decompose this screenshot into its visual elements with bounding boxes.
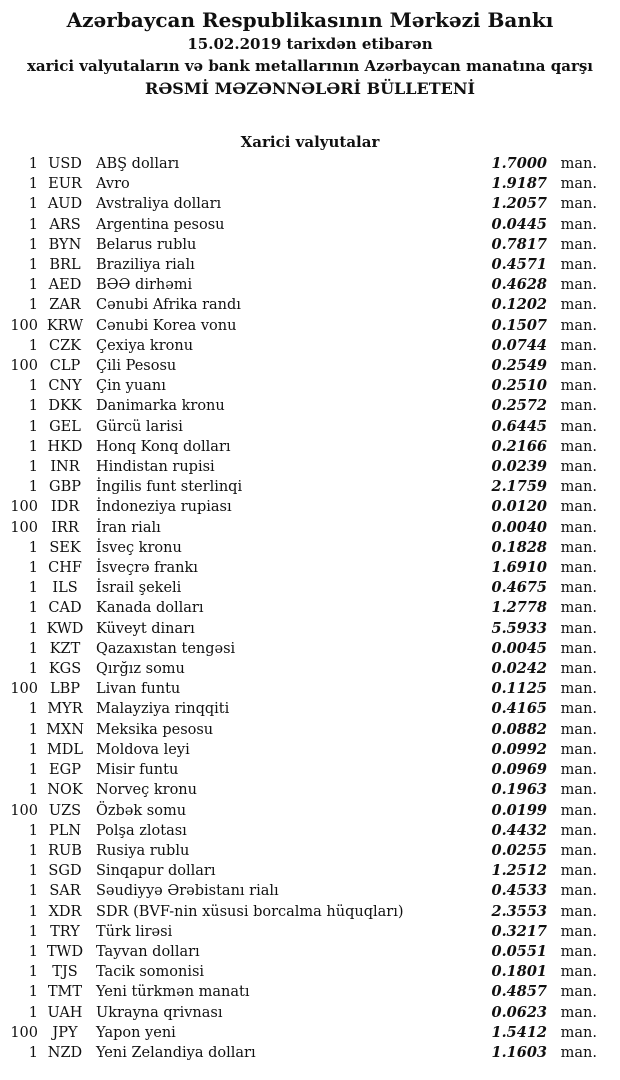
bulletin-page [0,7,620,1080]
unit-label: man. [560,358,597,375]
rate-row [8,235,597,255]
rate-value: 0.0255 [491,841,547,859]
currency-name: İsveçrə frankı [96,560,198,577]
quantity: 1 [28,903,38,920]
currency-code: JPY [52,1024,78,1041]
rate-value: 5.5933 [491,619,547,637]
quantity: 1 [28,782,38,799]
quantity: 1 [28,337,38,354]
unit-label: man. [560,903,597,920]
rate-value: 0.4675 [491,579,547,597]
currency-name: Türk lirəsi [96,923,173,940]
rate-row [8,578,597,598]
rate-value: 0.0045 [491,639,547,657]
currency-code: MDL [46,741,84,758]
unit-label: man. [560,822,597,839]
rate-row [8,902,597,922]
rate-row [8,194,597,214]
quantity: 1 [28,762,38,779]
unit-label: man. [560,156,597,172]
currency-code: INR [50,459,80,476]
quantity: 1 [28,378,38,395]
unit-label: man. [560,923,597,940]
currency-code: PLN [48,822,82,839]
currency-name: Livan funtu [96,681,181,698]
unit-label: man. [560,842,597,859]
currency-name: Cənubi Korea vonu [96,317,237,334]
rate-value: 1.1603 [491,1043,547,1061]
currency-name: Çili Pesosu [96,358,177,375]
currency-name: Avro [96,176,130,193]
currency-name: Misir funtu [96,762,179,779]
quantity: 1 [28,701,38,718]
quantity: 1 [28,923,38,940]
unit-label: man. [560,459,597,476]
currency-name: Küveyt dinarı [96,620,195,637]
currency-code: MXN [46,721,84,738]
rate-row [8,477,597,497]
rate-value: 0.1125 [491,680,547,698]
rate-row [8,1003,597,1023]
currency-name: Avstraliya dolları [96,196,222,213]
currency-code: IRR [51,519,79,536]
currency-name: Tacik somonisi [96,964,205,981]
currency-name: Çin yuanı [96,378,166,395]
currency-code: GBP [49,479,81,496]
currency-code: SEK [49,539,81,556]
unit-label: man. [560,883,597,900]
currency-code: MYR [47,701,83,718]
currency-name: Rusiya rublu [96,842,190,859]
rate-row [8,619,597,639]
currency-name: Çexiya kronu [96,337,194,354]
currency-name: Özbək somu [96,802,187,819]
quantity: 1 [28,640,38,657]
rate-row [8,356,597,376]
unit-label: man. [560,438,597,455]
quantity: 1 [28,984,38,1001]
rate-value: 0.1202 [491,296,547,314]
rate-row [8,255,597,275]
rate-row [8,841,597,861]
bulletin-title: RƏSMİ MƏZƏNNƏLƏRİ BÜLLETENİ [145,79,475,98]
unit-label: man. [560,398,597,415]
rate-row [8,639,597,659]
currency-code: UAH [47,1004,83,1021]
currency-name: Yeni Zelandiya dolları [96,1044,256,1061]
currency-code: TMT [47,984,83,1001]
currency-code: ILS [52,580,78,597]
currency-code: BYN [48,236,82,253]
quantity: 1 [28,661,38,678]
quantity: 100 [10,681,38,698]
quantity: 1 [28,600,38,617]
currency-code: CHF [48,560,82,577]
currency-name: Yapon yeni [96,1024,176,1041]
unit-label: man. [560,640,597,657]
quantity: 1 [28,196,38,213]
currency-code: BRL [49,257,81,274]
rate-row [8,174,597,194]
rate-value: 2.1759 [491,478,547,496]
currency-name: İsveç kronu [96,539,182,556]
rate-value: 0.2166 [491,437,547,455]
currency-name: Danimarka kronu [96,398,225,415]
bulletin-header [0,7,620,100]
rate-value: 1.2778 [491,599,547,617]
currency-code: XDR [48,903,82,920]
unit-label: man. [560,802,597,819]
rate-value: 0.4571 [491,256,547,274]
quantity: 1 [28,176,38,193]
rate-row [8,396,597,416]
rate-row [8,215,597,235]
quantity: 1 [28,842,38,859]
rate-row [8,275,597,295]
currency-name: SDR (BVF-nin xüsusi borcalma hüquqları) [96,903,404,920]
currency-code: AED [48,277,82,294]
unit-label: man. [560,600,597,617]
rate-row [8,679,597,699]
currency-name: İngilis funt sterlinqi [96,479,243,496]
quantity: 1 [28,863,38,880]
rate-value: 0.3217 [491,922,547,940]
currency-code: CZK [48,337,81,354]
quantity: 1 [28,580,38,597]
currency-name: İran rialı [96,519,161,536]
currency-name: Qırğız somu [96,661,185,678]
currency-name: Gürcü larisi [96,418,183,435]
unit-label: man. [560,1024,597,1041]
rate-row [8,376,597,396]
rate-row [8,780,597,800]
rate-value: 0.0239 [491,458,547,476]
rate-value: 0.0242 [491,660,547,678]
quantity: 1 [28,620,38,637]
rate-row [8,942,597,962]
rate-value: 0.0120 [491,498,547,516]
currency-name: İsrail şekeli [96,580,182,597]
quantity: 1 [28,398,38,415]
unit-label: man. [560,984,597,1001]
rate-row [8,821,597,841]
rate-row [8,518,597,538]
rate-value: 0.0744 [491,336,547,354]
currency-name: Malayziya rinqqiti [96,701,230,718]
unit-label: man. [560,277,597,294]
currency-code: LBP [49,681,81,698]
unit-label: man. [560,1004,597,1021]
currency-code: GEL [49,418,81,435]
rate-value: 1.2057 [491,195,547,213]
rate-value: 2.3553 [491,902,547,920]
quantity: 100 [10,519,38,536]
unit-label: man. [560,580,597,597]
rate-row [8,720,597,740]
unit-label: man. [560,499,597,516]
currency-code: TRY [50,923,80,940]
rate-value: 0.1963 [491,781,547,799]
quantity: 1 [28,883,38,900]
rate-row [8,336,597,356]
currency-code: CNY [48,378,82,395]
currency-name: İndoneziya rupiası [96,499,232,516]
currency-code: DKK [48,398,82,415]
rate-row [8,598,597,618]
rate-value: 1.7000 [491,155,547,172]
bank-name: Azərbaycan Respublikasının Mərkəzi Bankı [66,8,554,32]
currency-code: IDR [50,499,80,516]
rate-value: 1.6910 [491,559,547,577]
currency-code: KGS [48,661,82,678]
currency-name: ABŞ dolları [96,156,180,172]
currency-name: Cənubi Afrika randı [96,297,241,314]
currency-name: Argentina pesosu [96,216,225,233]
currency-code: UZS [48,802,82,819]
quantity: 1 [28,277,38,294]
rate-row [8,497,597,517]
currency-name: Tayvan dolları [96,943,200,960]
unit-label: man. [560,519,597,536]
currency-code: NOK [47,782,83,799]
unit-label: man. [560,863,597,880]
unit-label: man. [560,479,597,496]
currency-name: Sinqapur dolları [96,863,216,880]
rate-row [8,437,597,457]
rate-row [8,922,597,942]
rate-row [8,457,597,477]
quantity: 1 [28,257,38,274]
rate-value: 0.4628 [491,276,547,294]
rate-value: 0.0199 [491,801,547,819]
quantity: 1 [28,459,38,476]
currency-name: Ukrayna qrivnası [96,1004,223,1021]
rate-row [8,801,597,821]
currency-code: RUB [48,842,82,859]
currency-code: EGP [49,762,81,779]
quantity: 1 [28,479,38,496]
unit-label: man. [560,943,597,960]
currency-name: Honq Konq dolları [96,438,231,455]
unit-label: man. [560,297,597,314]
quantity: 1 [28,236,38,253]
currency-code: NZD [47,1044,83,1061]
currency-code: KZT [49,640,81,657]
currency-name: Hindistan rupisi [96,459,215,476]
exchange-rates-table [0,154,620,1063]
unit-label: man. [560,539,597,556]
section-title-foreign-currencies: Xarici valyutalar [240,133,380,151]
quantity: 1 [28,438,38,455]
rate-value: 0.6445 [491,417,547,435]
rate-row [8,699,597,719]
quantity: 1 [28,539,38,556]
rate-value: 0.2510 [491,377,547,395]
currency-name: Norveç kronu [96,782,197,799]
unit-label: man. [560,681,597,698]
rate-row [8,1043,597,1063]
unit-label: man. [560,1044,597,1061]
rate-row [8,316,597,336]
subtitle-line: xarici valyutaların və bank metallarının Azərbaycan manatına qarşı [26,57,594,75]
unit-label: man. [560,741,597,758]
currency-name: Belarus rublu [96,236,197,253]
unit-label: man. [560,762,597,779]
currency-code: EUR [48,176,82,193]
quantity: 1 [28,297,38,314]
currency-name: Qazaxıstan tengəsi [96,640,236,657]
unit-label: man. [560,620,597,637]
rate-value: 0.0992 [491,740,547,758]
quantity: 1 [28,964,38,981]
rate-value: 0.0882 [491,720,547,738]
unit-label: man. [560,560,597,577]
unit-label: man. [560,257,597,274]
rate-row [8,558,597,578]
currency-name: Meksika pesosu [96,721,214,738]
rate-row [8,417,597,437]
currency-name: Polşa zlotası [96,822,187,839]
rate-value: 1.5412 [491,1023,547,1041]
quantity: 1 [28,943,38,960]
rate-value: 0.4165 [491,700,547,718]
quantity: 1 [28,156,38,172]
quantity: 1 [28,418,38,435]
rate-row [8,538,597,558]
rate-value: 0.7817 [491,235,547,253]
quantity: 1 [28,1044,38,1061]
unit-label: man. [560,236,597,253]
quantity: 100 [10,499,38,516]
rate-value: 0.0445 [491,215,547,233]
rate-value: 0.4432 [491,821,547,839]
currency-name: Moldova leyi [96,741,190,758]
unit-label: man. [560,661,597,678]
unit-label: man. [560,721,597,738]
quantity: 100 [10,802,38,819]
rate-row [8,295,597,315]
currency-code: KWD [46,620,84,637]
unit-label: man. [560,378,597,395]
unit-label: man. [560,176,597,193]
rate-row [8,740,597,760]
currency-name: Yeni türkmən manatı [96,984,250,1001]
unit-label: man. [560,317,597,334]
rate-row [8,760,597,780]
unit-label: man. [560,337,597,354]
currency-code: HKD [47,438,83,455]
rate-value: 1.9187 [491,175,547,193]
quantity: 100 [10,358,38,375]
rate-value: 0.0623 [491,1003,547,1021]
rate-row [8,962,597,982]
unit-label: man. [560,782,597,799]
currency-code: CLP [49,358,81,375]
unit-label: man. [560,196,597,213]
rate-row [8,881,597,901]
rate-row [8,1023,597,1043]
rate-row [8,861,597,881]
quantity: 1 [28,822,38,839]
unit-label: man. [560,216,597,233]
currency-code: CAD [48,600,82,617]
rate-value: 0.1801 [491,963,547,981]
currency-name: Kanada dolları [96,600,204,617]
rate-value: 0.0551 [491,942,547,960]
rate-value: 0.4533 [491,882,547,900]
currency-code: ZAR [49,297,81,314]
effective-date-line: 15.02.2019 tarixdən etibarən [187,35,433,53]
quantity: 1 [28,741,38,758]
quantity: 100 [10,1024,38,1041]
rate-value: 0.2572 [491,397,547,415]
quantity: 100 [10,317,38,334]
currency-code: AUD [47,196,83,213]
currency-code: KRW [46,317,84,334]
rate-value: 1.2512 [491,862,547,880]
unit-label: man. [560,418,597,435]
unit-label: man. [560,701,597,718]
currency-code: USD [48,156,82,172]
rate-row [8,154,597,174]
rate-value: 0.1828 [491,538,547,556]
currency-code: TWD [46,943,84,960]
quantity: 1 [28,216,38,233]
currency-code: TJS [52,964,78,981]
rate-value: 0.0040 [491,518,547,536]
currency-name: Səudiyyə Ərəbistanı rialı [96,883,279,900]
quantity: 1 [28,1004,38,1021]
rate-value: 0.2549 [491,357,547,375]
currency-name: BƏƏ dirhəmi [96,277,193,294]
quantity: 1 [28,721,38,738]
currency-name: Braziliya rialı [96,257,195,274]
rate-row [8,982,597,1002]
quantity: 1 [28,560,38,577]
rate-value: 0.1507 [491,316,547,334]
rate-row [8,659,597,679]
unit-label: man. [560,964,597,981]
currency-code: ARS [49,216,81,233]
rate-value: 0.4857 [491,983,547,1001]
rate-value: 0.0969 [491,761,547,779]
currency-code: SAR [49,883,81,900]
currency-code: SGD [48,863,82,880]
